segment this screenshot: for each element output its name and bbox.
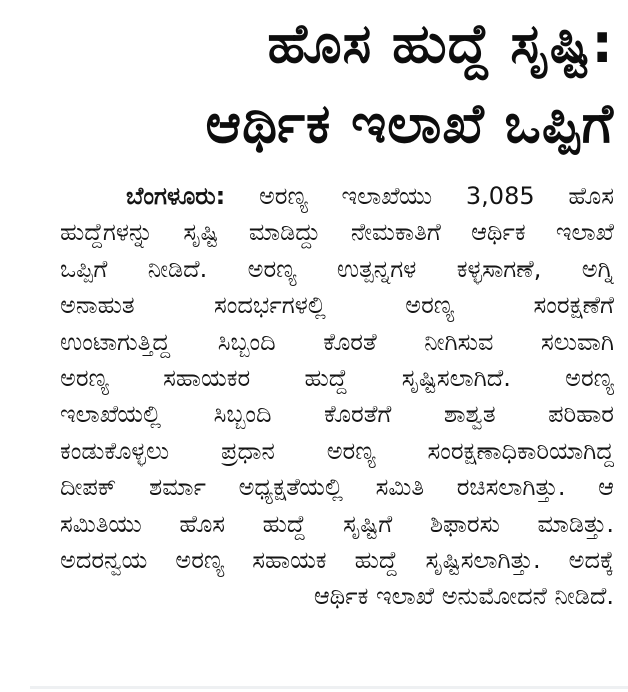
article-line: ಉಂಟಾಗುತ್ತಿದ್ದ ಸಿಬ್ಬಂದಿ ಕೊರತೆ ನೀಗಿಸುವ ಸಲುವಾಗಿ	[60, 327, 614, 356]
article-line: ಒಪ್ಪಿಗೆ ನೀಡಿದೆ. ಅರಣ್ಯ ಉತ್ಪನ್ನಗಳ ಕಳ್ಳಸಾಗಣೆ, ಅಗ್ನಿ	[60, 254, 614, 283]
article-line-text: ಅರಣ್ಯ ಇಲಾಖೆಯು 3,085 ಹೊಸ	[225, 182, 614, 210]
article-line: ಅನಾಹುತ ಸಂದರ್ಭಗಳಲ್ಲಿ ಅರಣ್ಯ ಸಂರಕ್ಷಣೆಗೆ	[60, 291, 614, 320]
article-line: ಸಮಿತಿಯು ಹೊಸ ಹುದ್ದೆ ಸೃಷ್ಟಿಗೆ ಶಿಫಾರಸು ಮಾಡಿತ್ತು.	[60, 509, 614, 538]
dateline: ಬೆಂಗಳೂರು:	[126, 182, 226, 210]
article-line: ಅದರನ್ವಯ ಅರಣ್ಯ ಸಹಾಯಕ ಹುದ್ದೆ ಸೃಷ್ಟಿಸಲಾಗಿತ್ತು. ಅದಕ್ಕೆ	[60, 545, 614, 574]
article-line: ಆರ್ಥಿಕ ಇಲಾಖೆ ಅನುಮೋದನೆ ನೀಡಿದೆ.	[313, 582, 614, 611]
bottom-edge-rule	[30, 686, 628, 689]
article-line: ಹುದ್ದೆಗಳನ್ನು ಸೃಷ್ಟಿ ಮಾಡಿದ್ದು ನೇಮಕಾತಿಗೆ ಆರ್ಥಿಕ ಇಲಾಖೆ	[60, 218, 614, 247]
article-line: ಅರಣ್ಯ ಸಹಾಯಕರ ಹುದ್ದೆ ಸೃಷ್ಟಿಸಲಾಗಿದೆ. ಅರಣ್ಯ	[60, 363, 614, 392]
article-line	[60, 178, 614, 214]
article-line: ಕಂಡುಕೊಳ್ಳಲು ಪ್ರಧಾನ ಅರಣ್ಯ ಸಂರಕ್ಷಣಾಧಿಕಾರಿಯಾಗಿದ್ದ	[60, 436, 614, 465]
article-line: ದೀಪಕ್ ಶರ್ಮಾ ಅಧ್ಯಕ್ಷತೆಯಲ್ಲಿ ಸಮಿತಿ ರಚಿಸಲಾಗಿತ್ತು. ಆ	[60, 473, 614, 502]
headline-line-1: ಹೊಸ ಹುದ್ದೆ ಸೃಷ್ಟಿ:	[267, 12, 614, 75]
article-body	[60, 178, 614, 615]
headline-line-2: ಆರ್ಥಿಕ ಇಲಾಖೆ ಒಪ್ಪಿಗೆ	[205, 92, 614, 155]
article-line: ಇಲಾಖೆಯಲ್ಲಿ ಸಿಬ್ಬಂದಿ ಕೊರತೆಗೆ ಶಾಶ್ವತ ಪರಿಹಾರ	[60, 400, 614, 429]
